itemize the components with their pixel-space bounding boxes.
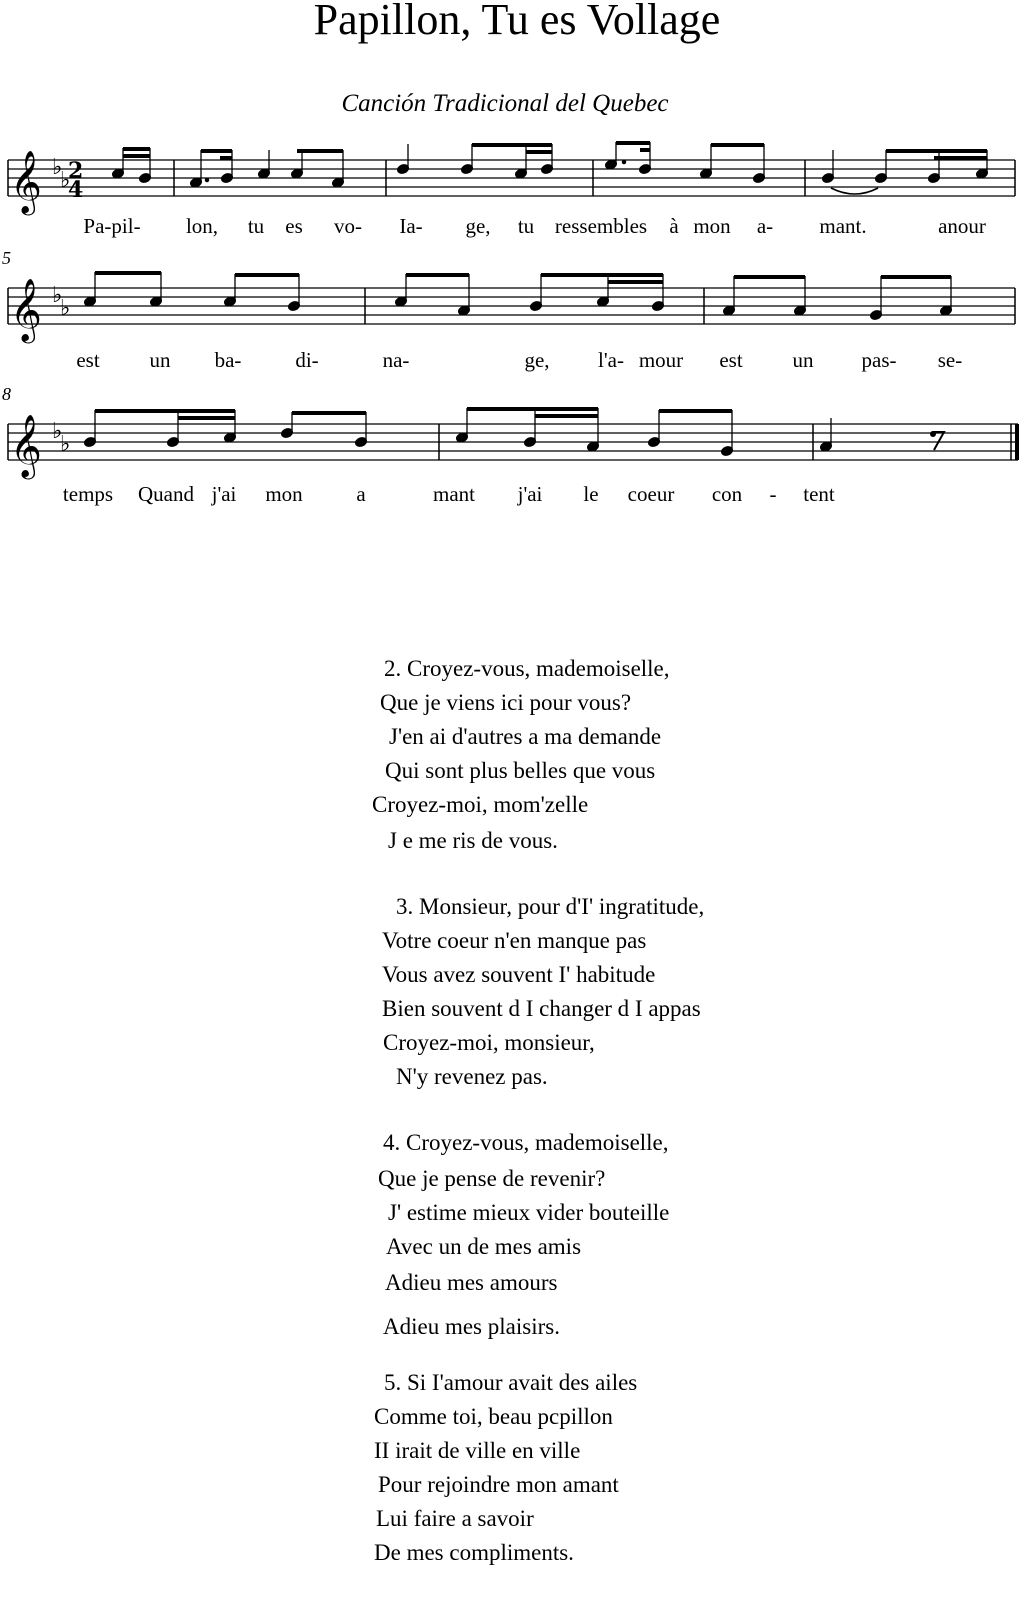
song-subtitle: Canción Tradicional del Quebec [341, 90, 669, 117]
verse-line: II irait de ville en ville [374, 1438, 581, 1463]
final-barline [1015, 424, 1019, 460]
verse-line: Qui sont plus belles que vous [385, 758, 656, 783]
lyric-syllable: a- [756, 214, 774, 238]
verse-line: Vous avez souvent I' habitude [382, 962, 656, 987]
lyric-syllable: na- [382, 348, 410, 372]
verse-line: Que je viens ici pour vous? [380, 690, 632, 715]
lyric-syllable: mon [265, 482, 303, 506]
flat-sign-icon: ♭ [60, 296, 71, 321]
lyric-syllable: j'ai [211, 482, 237, 506]
staff-system-1 [0, 140, 1034, 220]
lyric-syllable: tent [803, 482, 835, 506]
lyric-syllable: con [711, 482, 743, 506]
lyric-syllable: vo- [334, 214, 362, 238]
lyric-syllable: Quand [138, 482, 194, 506]
time-signature-bottom: 4 [68, 177, 84, 203]
lyric-syllable: un [149, 348, 171, 372]
time-signature-top: 2 [68, 158, 84, 184]
verse-line: De mes compliments. [374, 1540, 574, 1565]
lyric-syllable: se- [937, 348, 963, 372]
lyric-syllable: j'ai [517, 482, 543, 506]
flat-sign-icon: ♭ [52, 155, 63, 180]
lyric-syllable: mon [693, 214, 731, 238]
song-title: Papillon, Tu es Vollage [313, 0, 721, 44]
lyric-syllable: est [719, 348, 743, 372]
verse-line: 4. Croyez-vous, mademoiselle, [383, 1130, 669, 1155]
staff-system-3 [0, 404, 1034, 484]
treble-clef-icon: 𝄞 [10, 150, 42, 213]
lyric-syllable: ba- [214, 348, 242, 372]
lyric-syllable: mant [433, 482, 475, 506]
verse-line: J'en ai d'autres a ma demande [389, 724, 662, 749]
verse-line: Pour rejoindre mon amant [378, 1472, 619, 1497]
lyric-syllable: un [792, 348, 814, 372]
lyric-syllable: lon, [185, 214, 219, 238]
verse-line: Comme toi, beau pcpillon [374, 1404, 613, 1429]
lyric-syllable: mour [638, 348, 684, 372]
verse-line: Croyez-moi, monsieur, [383, 1030, 595, 1055]
measure-number: 8 [2, 384, 11, 404]
verse-line: Que je pense de revenir? [378, 1166, 606, 1191]
lyric-syllable: à [669, 214, 679, 238]
verse-line: N'y revenez pas. [396, 1064, 548, 1089]
lyric-syllable: - [769, 482, 777, 506]
verse-line: Bien souvent d I changer d I appas [382, 996, 701, 1021]
verse-line: Croyez-moi, mom'zelle [372, 792, 589, 817]
lyric-syllable: anour [938, 214, 986, 238]
flat-sign-icon: ♭ [60, 432, 71, 457]
lyric-syllable: es [285, 214, 303, 238]
lyric-syllable: temps [62, 482, 114, 506]
staff-system-2 [0, 268, 1034, 348]
lyric-syllable: mant. [819, 214, 867, 238]
lyric-syllable: ge, [465, 214, 491, 238]
lyric-syllable: le [583, 482, 599, 506]
measure-number: 5 [2, 248, 11, 268]
flat-sign-icon: ♭ [60, 168, 71, 193]
treble-clef-icon: 𝄞 [10, 278, 42, 341]
lyric-syllable: coeur [627, 482, 675, 506]
lyric-syllable: Ia- [399, 214, 423, 238]
lyric-syllable: est [76, 348, 100, 372]
lyric-syllable: l'a- [598, 348, 624, 372]
verse-line: Adieu mes amours [385, 1270, 558, 1295]
lyric-syllable: Pa-pil- [83, 214, 141, 238]
lyric-syllable: ge, [524, 348, 550, 372]
lyric-syllable: a [356, 482, 366, 506]
treble-clef-icon: 𝄞 [10, 414, 42, 477]
verse-line: J e me ris de vous. [388, 828, 558, 853]
lyric-syllable: di- [295, 348, 319, 372]
lyric-syllable: tu [247, 214, 265, 238]
verse-line: 5. Si I'amour avait des ailes [384, 1370, 638, 1395]
verse-line: Lui faire a savoir [376, 1506, 534, 1531]
verse-line: Adieu mes plaisirs. [383, 1314, 560, 1339]
flat-sign-icon: ♭ [52, 419, 63, 444]
verse-line: Votre coeur n'en manque pas [382, 928, 647, 953]
flat-sign-icon: ♭ [52, 283, 63, 308]
verse-line: 2. Croyez-vous, mademoiselle, [384, 656, 670, 681]
lyric-syllable: ressembles [554, 214, 648, 238]
verse-line: J' estime mieux vider bouteille [388, 1200, 670, 1225]
verse-line: 3. Monsieur, pour d'I' ingratitude, [396, 894, 705, 919]
verse-line: Avec un de mes amis [386, 1234, 582, 1259]
lyric-syllable: tu [517, 214, 535, 238]
lyric-syllable: pas- [861, 348, 897, 372]
